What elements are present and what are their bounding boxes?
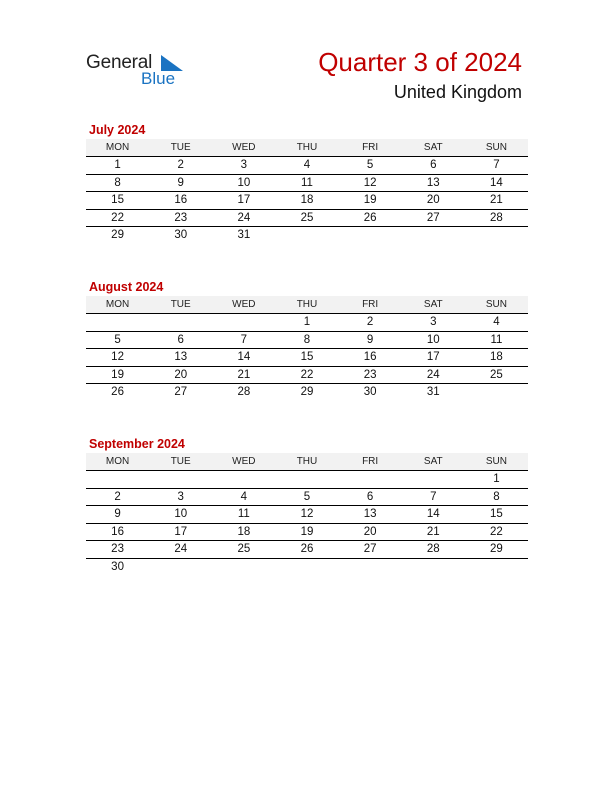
day-cell: 14 [490,176,503,189]
week-row [86,349,528,367]
day-cell: 13 [174,351,188,364]
day-cell: 29 [111,229,124,242]
day-cell: 2 [114,490,121,503]
day-cell: 4 [303,159,311,172]
day-cell: 7 [430,490,437,503]
day-cell: 12 [363,176,377,189]
week-row [86,210,528,228]
week-row [86,157,528,175]
day-cell: 21 [426,525,440,538]
day-cell: 25 [490,368,503,381]
week-row [86,314,528,332]
day-cell: 26 [363,211,377,224]
weekday-header: WED [232,142,256,153]
day-cell: 22 [111,211,124,224]
day-cell: 16 [111,525,124,538]
month-calendar-august [86,278,528,401]
week-row [86,559,528,576]
day-cell: 8 [493,490,500,503]
day-cell: 7 [493,159,500,172]
day-cell: 17 [237,194,251,207]
country-subtitle: United Kingdom [393,82,522,102]
day-cell: 19 [111,368,124,381]
day-cell: 31 [426,386,440,399]
day-cell: 28 [237,386,251,399]
day-cell: 3 [177,490,184,503]
day-cell: 4 [493,316,500,329]
weekday-header: MON [105,456,130,467]
day-cell: 7 [240,333,248,346]
day-cell: 30 [111,560,124,573]
day-cell: 17 [426,351,440,364]
weekday-header: FRI [362,456,379,467]
weekday-header-row [86,139,528,157]
weekday-header: SUN [485,142,507,153]
day-cell: 5 [114,333,121,346]
week-row [86,541,528,559]
day-cell: 10 [426,333,440,346]
day-cell: 30 [174,229,188,242]
day-cell: 8 [114,176,121,189]
day-cell: 12 [111,351,124,364]
day-cell: 9 [177,176,184,189]
day-cell: 25 [300,211,314,224]
week-row [86,227,528,244]
logo [86,50,196,90]
day-cell: 27 [174,386,188,399]
day-cell: 24 [426,368,440,381]
week-row [86,471,528,489]
day-cell: 5 [366,159,374,172]
day-cell: 17 [174,525,188,538]
weekday-header: WED [232,456,256,467]
day-cell: 23 [111,543,124,556]
day-cell: 2 [366,316,374,329]
day-cell: 22 [300,368,314,381]
logo-blue-text: Blue [141,69,176,88]
day-cell: 29 [300,386,314,399]
day-cell: 28 [490,211,503,224]
day-cell: 15 [111,194,124,207]
week-row [86,332,528,350]
day-cell: 16 [174,194,188,207]
weekday-header: SAT [423,299,443,310]
day-cell: 20 [174,368,188,381]
day-cell: 20 [426,194,440,207]
month-calendar-september [86,435,528,575]
day-cell: 6 [177,333,184,346]
day-cell: 3 [240,159,248,172]
day-cell: 13 [363,508,377,521]
day-cell: 26 [300,543,314,556]
weekday-header: TUE [170,456,191,467]
day-cell: 6 [366,490,374,503]
weekday-header-row [86,453,528,471]
month-calendar-july [86,121,528,244]
weekday-header: FRI [362,142,379,153]
week-row [86,192,528,210]
day-cell: 3 [430,316,437,329]
page-title: Quarter 3 of 2024 [318,47,522,77]
day-cell: 15 [490,508,503,521]
day-cell: 28 [426,543,440,556]
day-cell: 19 [300,525,314,538]
day-cell: 9 [366,333,374,346]
day-cell: 5 [303,490,311,503]
week-row [86,175,528,193]
week-row [86,524,528,542]
weekday-header: SAT [423,142,443,153]
day-cell: 11 [237,508,250,521]
day-cell: 18 [237,525,251,538]
day-cell: 9 [114,508,121,521]
day-cell: 27 [426,211,440,224]
day-cell: 6 [430,159,437,172]
weekday-header: MON [105,299,130,310]
day-cell: 1 [493,473,500,486]
day-cell: 24 [237,211,251,224]
day-cell: 27 [363,543,377,556]
week-row [86,384,528,401]
day-cell: 13 [426,176,440,189]
day-cell: 18 [300,194,314,207]
day-cell: 30 [363,386,377,399]
day-cell: 1 [303,316,311,329]
day-cell: 21 [490,194,503,207]
weekday-header-row [86,296,528,314]
day-cell: 19 [363,194,377,207]
week-row [86,506,528,524]
day-cell: 11 [490,333,503,346]
day-cell: 29 [490,543,503,556]
day-cell: 21 [237,368,251,381]
day-cell: 1 [114,159,121,172]
day-cell: 16 [363,351,377,364]
day-cell: 20 [363,525,377,538]
day-cell: 14 [426,508,440,521]
day-cell: 2 [177,159,184,172]
day-cell: 24 [174,543,188,556]
day-cell: 25 [237,543,251,556]
day-cell: 18 [490,351,503,364]
weekday-header: TUE [170,142,191,153]
day-cell: 23 [174,211,188,224]
day-cell: 12 [300,508,314,521]
weekday-header: SUN [485,299,507,310]
day-cell: 23 [363,368,377,381]
day-cell: 15 [300,351,314,364]
week-row [86,367,528,385]
logo-general-text: General [86,52,153,73]
day-cell: 11 [301,176,313,189]
month-title: August 2024 [89,280,164,294]
month-title: September 2024 [89,437,185,451]
weekday-header: THU [296,456,318,467]
weekday-header: WED [232,299,256,310]
weekday-header: TUE [170,299,191,310]
weekday-header: THU [296,142,318,153]
weekday-header: SAT [423,456,443,467]
day-cell: 31 [237,229,251,242]
week-row [86,489,528,507]
day-cell: 22 [490,525,503,538]
day-cell: 10 [237,176,251,189]
month-title: July 2024 [89,123,146,137]
weekday-header: MON [105,142,130,153]
day-cell: 26 [111,386,124,399]
weekday-header: SUN [485,456,507,467]
weekday-header: THU [296,299,318,310]
day-cell: 10 [174,508,188,521]
day-cell: 8 [303,333,311,346]
day-cell: 4 [240,490,248,503]
day-cell: 14 [237,351,251,364]
weekday-header: FRI [362,299,379,310]
